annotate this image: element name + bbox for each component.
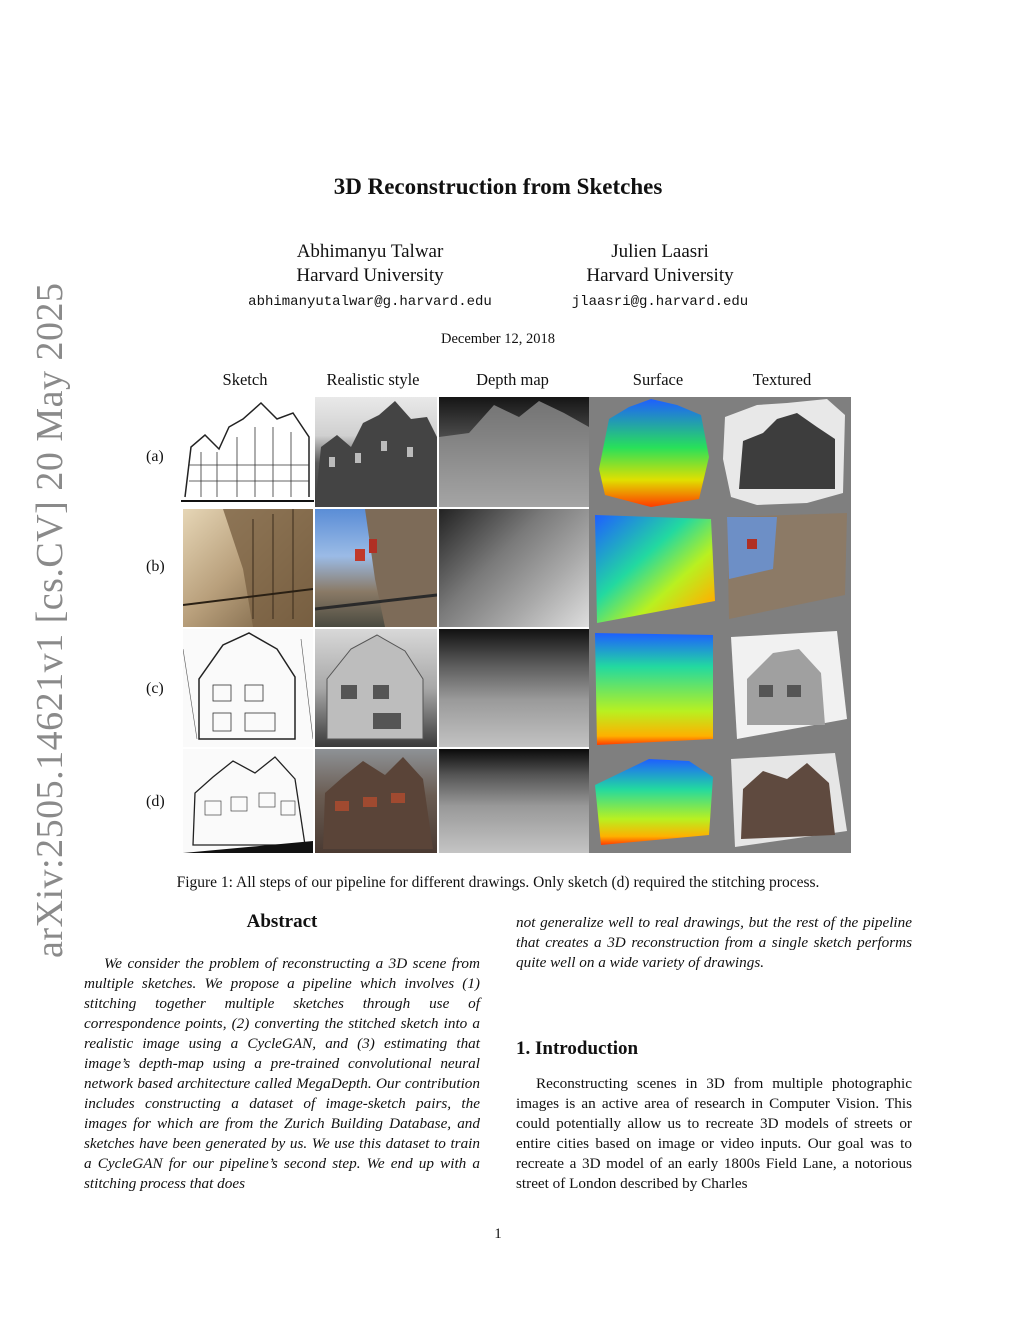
surface-render-d (589, 749, 717, 853)
author-name: Abhimanyu Talwar (296, 241, 444, 262)
abstract-heading: Abstract (246, 911, 318, 932)
author-affiliation: Harvard University (296, 265, 444, 286)
realistic-image-c (315, 629, 437, 747)
author-name: Julien Laasri (611, 241, 709, 262)
author-email[interactable]: abhimanyutalwar@g.harvard.edu (248, 294, 492, 310)
depth-map-c (439, 629, 589, 747)
abstract-text-right: not generalize well to real drawings, but the rest of the pipeline that creates a 3D reconstruction from a single sketch performs quite well on a wide variety of drawings. (516, 914, 912, 971)
textured-render-d (717, 749, 851, 853)
figure-col-header-realistic: Realistic style (326, 370, 420, 389)
sketch-image-b (183, 509, 313, 627)
figure-row-label-d: (d) (146, 793, 165, 810)
introduction-heading: 1. Introduction (516, 1038, 639, 1059)
author-email[interactable]: jlaasri@g.harvard.edu (571, 294, 749, 310)
figure-col-header-textured: Textured (752, 370, 812, 389)
figure-col-header-surface: Surface (632, 370, 684, 389)
sketch-image-c (183, 629, 313, 747)
figure-image-grid (181, 397, 851, 853)
abstract-text-left: We consider the problem of reconstructing a 3D scene from multiple sketches. We propose a pipeline which involves (1) stitching together multiple sketches through use of correspondence points, (2) converting the stitched sketch into a realistic image using a CycleGAN, and (3) estimating that image’s depth-map using a pre-trained convolutional neural network based architecture called MegaDepth. Our contribution includes constructing a dataset of image-sketch pairs, the images for which are from the Zurich Building Database, and sketches have been generated by us. We use this dataset to train a CycleGAN for our pipeline’s second step. We end up with a stitching process that does (84, 955, 480, 1192)
sketch-image-d (183, 749, 313, 853)
figure-caption: Figure 1: All steps of our pipeline for different drawings. Only sketch (d) required the stitching process. (176, 874, 820, 891)
arxiv-sidebar-id: arXiv:2505.14621v1 [cs.CV] 20 May 2025 (29, 282, 71, 958)
figure-col-header-depth: Depth map (476, 370, 549, 389)
realistic-image-b (315, 509, 437, 627)
paper-title: 3D Reconstruction from Sketches (333, 174, 663, 199)
introduction-text: Reconstructing scenes in 3D from multiple photographic images is an active area of research in Computer Vision. This could potentially allow us to recreate 3D models of streets or entire cities based on image or video inputs. Our goal was to recreate a 3D model of an early 1800s Field Lane, a notorious street of London described by Charles (516, 1075, 912, 1192)
figure-row-label-c: (c) (146, 680, 164, 697)
depth-map-b (439, 509, 589, 627)
textured-render-a (717, 397, 851, 515)
surface-render-b (589, 509, 717, 627)
depth-map-d (439, 749, 589, 853)
realistic-image-a (315, 397, 437, 507)
sketch-image-a (181, 397, 314, 507)
paper-date: December 12, 2018 (441, 331, 555, 347)
author-affiliation: Harvard University (586, 265, 734, 286)
author-block-2 (520, 240, 800, 314)
figure-row-label-b: (b) (146, 558, 165, 575)
textured-render-b (717, 509, 851, 627)
surface-render-a (589, 397, 717, 515)
figure-row-label-a: (a) (146, 448, 164, 465)
page-number: 1 (494, 1226, 502, 1242)
figure-col-header-sketch: Sketch (222, 370, 268, 389)
depth-map-a (439, 397, 589, 507)
realistic-image-d (315, 749, 437, 853)
surface-render-c (589, 629, 717, 747)
textured-render-c (717, 629, 851, 747)
author-block-1 (210, 240, 530, 314)
